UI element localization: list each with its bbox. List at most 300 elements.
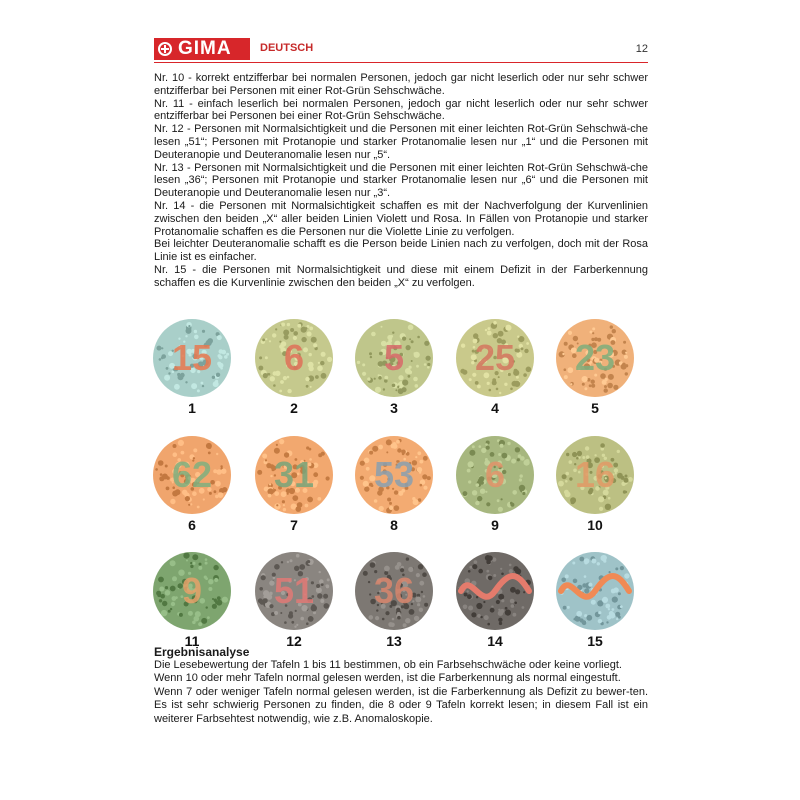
plate-image: [453, 435, 537, 515]
plate-dot: [283, 508, 286, 511]
plate-digits: 6: [484, 454, 506, 495]
plate-dot: [269, 604, 273, 608]
plate-image: [553, 435, 637, 515]
plate-dot: [469, 378, 472, 381]
plate-dot: [516, 352, 522, 358]
plate-dot: [501, 573, 504, 576]
plate-dot: [208, 587, 212, 591]
plate-dot: [611, 589, 616, 594]
plate-dot: [566, 453, 569, 456]
plate-dot: [283, 504, 285, 506]
plate-dot: [413, 377, 418, 382]
plate-dot: [297, 502, 303, 508]
plate-dot: [305, 377, 309, 381]
plate-dot: [280, 612, 282, 614]
plate-dot: [479, 476, 485, 482]
plate-dot: [317, 366, 323, 372]
plate-dot: [480, 616, 482, 618]
plate-dot: [165, 465, 168, 468]
plate-dot: [592, 327, 595, 330]
plate-dot: [270, 475, 272, 477]
plate-dot: [592, 332, 594, 334]
plate-dot: [462, 370, 467, 375]
plate-dot: [565, 472, 569, 476]
plate-dot: [608, 497, 611, 500]
plates-grid: [150, 318, 650, 648]
plate-digits: 15: [171, 337, 213, 378]
plate-dot: [386, 439, 392, 445]
plate-dot: [501, 599, 504, 602]
plate-dot: [281, 323, 285, 327]
plate-dot: [600, 443, 605, 448]
plate-dot: [170, 586, 176, 592]
plate-dot: [311, 337, 317, 343]
plate-dot: [409, 371, 413, 375]
plate-dot: [424, 341, 429, 346]
plate-dot: [219, 355, 223, 359]
plate-dot: [213, 469, 217, 473]
plate-dot: [159, 358, 162, 361]
plate-dot: [423, 595, 426, 598]
plate-dot: [616, 618, 618, 620]
plate-dot: [558, 481, 564, 487]
plate-dot: [272, 333, 276, 337]
plate-dot: [517, 458, 520, 461]
plate-dot: [296, 554, 300, 558]
plate-dot: [392, 618, 395, 621]
plate-dot: [306, 446, 309, 449]
plate-dot: [569, 477, 572, 480]
plate-digits: 6: [283, 337, 305, 378]
plate-dot: [222, 597, 228, 603]
plate-number: 10: [587, 517, 603, 533]
plate-dot: [168, 372, 170, 374]
plate-dot: [525, 349, 528, 352]
plate-dot: [468, 461, 474, 467]
plate-dot: [296, 624, 298, 626]
plate-dot: [283, 330, 289, 336]
plate-dot: [504, 383, 507, 386]
plate-dot: [276, 504, 278, 506]
plate-dot: [370, 562, 376, 568]
plate-dot: [612, 329, 616, 333]
plate-number: 3: [390, 400, 398, 416]
plate-dot: [582, 383, 585, 386]
plate-dot: [326, 476, 330, 480]
plate-dot: [162, 601, 167, 606]
plate-dot: [324, 603, 330, 609]
plate-dot: [374, 378, 376, 380]
plate-dot: [262, 454, 267, 459]
plate-dot: [562, 474, 567, 479]
plate-image: [352, 318, 436, 398]
plate-dot: [598, 619, 602, 623]
plate-dot: [402, 380, 408, 386]
plate-dot: [188, 325, 190, 327]
plate-dot: [221, 468, 227, 474]
paragraph: Nr. 11 - einfach leserlich bei normalen Personen, jedoch gar nicht leserlich oder nur sehr schwer entzifferbar bei Personen bei einer Rot-Grün Sehschwäche.: [154, 97, 648, 123]
plate-dot: [505, 607, 508, 610]
plate-dot: [274, 611, 278, 615]
color-plate-9: [453, 435, 537, 533]
plate-dot: [408, 375, 411, 378]
plate-dot: [289, 611, 293, 615]
plate-dot: [511, 459, 516, 464]
plate-dot: [417, 336, 420, 339]
plate-dot: [598, 496, 604, 502]
plate-dot: [514, 602, 517, 605]
plate-dot: [602, 597, 608, 603]
plate-dot: [202, 330, 205, 333]
plate-dot: [610, 325, 613, 328]
page-number: 12: [635, 43, 648, 55]
plate-dot: [166, 476, 170, 480]
plate-dot: [389, 506, 393, 510]
plate-dot: [318, 362, 320, 364]
plate-dot: [192, 562, 195, 565]
plate-dot: [487, 623, 490, 626]
plate-dot: [498, 594, 504, 600]
plate-dot: [268, 494, 272, 498]
color-plate-1: [150, 318, 234, 416]
color-plate-15: [553, 551, 637, 649]
plate-dot: [215, 481, 221, 487]
plate-dot: [618, 592, 621, 595]
plate-dot: [379, 506, 384, 511]
plate-dot: [357, 361, 360, 364]
plate-dot: [306, 385, 309, 388]
plate-dot: [199, 563, 202, 566]
plate-dot: [564, 375, 568, 379]
plate-dot: [569, 460, 573, 464]
plate-dot: [193, 448, 197, 452]
plate-dot: [423, 486, 427, 490]
plate-dot: [197, 506, 200, 509]
plate-dot: [375, 616, 379, 620]
plate-dot: [307, 560, 310, 563]
plate-dot: [207, 616, 210, 619]
plate-dot: [406, 557, 409, 560]
plate-dot: [519, 485, 525, 491]
page-header: [154, 38, 648, 62]
color-plate-10: [553, 435, 637, 533]
plate-dot: [500, 568, 502, 570]
plate-dot: [475, 501, 479, 505]
plate-dot: [320, 599, 324, 603]
plate-dot: [397, 616, 401, 620]
plate-dot: [174, 384, 180, 390]
plate-dot: [519, 478, 522, 481]
plate-dot: [327, 578, 330, 581]
plate-dot: [591, 559, 596, 564]
plate-dot: [188, 504, 190, 506]
plate-dot: [584, 588, 589, 593]
plate-dot: [284, 621, 287, 624]
plate-dot: [290, 328, 294, 332]
plate-dot: [159, 599, 162, 602]
plate-dot: [477, 385, 481, 389]
plate-dot: [372, 446, 378, 452]
plate-dot: [424, 603, 428, 607]
plate-dot: [213, 565, 218, 570]
plate-dot: [218, 492, 224, 498]
plate-dot: [309, 353, 312, 356]
plate-dot: [202, 385, 204, 387]
plate-dot: [516, 349, 520, 353]
plate-dot: [584, 561, 587, 564]
plate-dot: [497, 499, 500, 502]
plate-digits: 16: [574, 454, 616, 495]
plate-dot: [217, 362, 221, 366]
plate-dot: [266, 463, 271, 468]
plate-dot: [420, 460, 424, 464]
plate-dot: [191, 383, 197, 389]
plate-dot: [290, 559, 293, 562]
plate-dot: [313, 611, 316, 614]
plate-dot: [498, 507, 503, 512]
plate-dot: [485, 443, 488, 446]
plate-dot: [615, 567, 618, 570]
plate-dot: [472, 564, 477, 569]
plate-dot: [597, 562, 600, 565]
plate-dot: [369, 352, 372, 355]
plate-dot: [472, 445, 475, 448]
plate-dot: [165, 590, 171, 596]
plate-dot: [467, 469, 471, 473]
plate-dot: [617, 450, 620, 453]
plate-dot: [161, 347, 163, 349]
plate-dot: [505, 325, 511, 331]
plate-digits: 53: [373, 454, 415, 495]
plate-dot: [522, 492, 525, 495]
plate-dot: [268, 488, 274, 494]
plate-dot: [292, 495, 298, 501]
plate-dot: [360, 476, 364, 480]
plate-dot: [613, 385, 618, 390]
plate-dot: [505, 610, 511, 616]
plate-digits: 62: [171, 454, 213, 495]
color-plate-5: [553, 318, 637, 416]
plate-dot: [212, 376, 215, 379]
plate-image: [553, 318, 637, 398]
plate-dot: [168, 610, 171, 613]
plate-dot: [321, 352, 326, 357]
plate-dot: [198, 622, 202, 626]
plate-dot: [417, 467, 422, 472]
plate-dot: [591, 384, 595, 388]
plate-dot: [310, 386, 312, 388]
plate-dot: [492, 378, 496, 382]
plate-dot: [521, 347, 524, 350]
plate-dot: [213, 381, 219, 387]
plate-dot: [591, 380, 595, 384]
plate-dot: [188, 611, 193, 616]
plate-dot: [515, 447, 520, 452]
plate-dot: [378, 374, 380, 376]
plate-dot: [420, 484, 423, 487]
plate-dot: [156, 591, 161, 596]
plate-dot: [282, 500, 285, 503]
plate-digits: 31: [273, 454, 315, 495]
plate-dot: [395, 389, 397, 391]
plate-dot: [486, 570, 489, 573]
plate-dot: [584, 387, 587, 390]
plate-dot: [620, 566, 624, 570]
plate-dot: [378, 445, 383, 450]
plate-dot: [467, 590, 469, 592]
plate-dot: [320, 361, 324, 365]
plate-dot: [418, 564, 424, 570]
plate-dot: [427, 363, 430, 366]
plate-dot: [468, 480, 471, 483]
plate-dot: [414, 616, 419, 621]
plate-dot: [500, 609, 504, 613]
plate-dot: [523, 591, 525, 593]
plate-dot: [628, 477, 633, 482]
plate-dot: [192, 554, 198, 560]
plate-dot: [259, 366, 264, 371]
plate-dot: [275, 328, 277, 330]
plate-dot: [523, 373, 527, 377]
plate-dot: [367, 377, 370, 380]
plate-dot: [164, 375, 170, 381]
plate-dot: [389, 502, 392, 505]
plate-image: [352, 551, 436, 631]
plate-dot: [510, 587, 516, 593]
plate-dot: [382, 618, 385, 621]
color-plate-11: [150, 551, 234, 649]
plate-dot: [413, 499, 419, 505]
plate-dot: [572, 562, 575, 565]
plate-dot: [392, 384, 396, 388]
color-plate-4: [453, 318, 537, 416]
plate-dot: [606, 621, 608, 623]
plate-dot: [421, 591, 423, 593]
plate-dot: [274, 503, 280, 509]
plate-digits: 5: [383, 337, 405, 378]
plate-dot: [564, 368, 567, 371]
plate-dot: [422, 572, 427, 577]
plate-dot: [327, 357, 332, 362]
plate-number: 12: [286, 633, 302, 649]
plate-dot: [617, 473, 623, 479]
plate-dot: [598, 611, 601, 614]
plate-dot: [475, 381, 479, 385]
plate-dot: [362, 363, 365, 366]
plate-dot: [166, 487, 170, 491]
plate-dot: [165, 586, 168, 589]
plate-dot: [416, 573, 420, 577]
plate-dot: [206, 606, 208, 608]
language-label: DEUTSCH: [260, 42, 314, 54]
plate-dot: [599, 507, 603, 511]
plate-dot: [417, 603, 420, 606]
plate-dot: [516, 376, 519, 379]
paragraph: Nr. 12 - Personen mit Normalsichtigkeit und die Personen mit einer leichten Rot-Grün Sehschwä-che lesen „51“; Personen mit Protanopie und starker Protanomalie lesen nur „1“ und die Personen mit Deuteranopie und Deuteranomalie lesen nur „5“.: [154, 123, 648, 161]
plate-dot: [422, 474, 427, 479]
plate-dot: [403, 623, 407, 627]
plate-dot: [287, 561, 289, 563]
plate-dot: [201, 618, 207, 624]
plate-image: [252, 435, 336, 515]
plate-dot: [363, 481, 369, 487]
plate-dot: [477, 496, 482, 501]
plate-dot: [620, 605, 623, 608]
plate-dot: [490, 608, 495, 613]
plate-dot: [392, 332, 394, 334]
plate-number: 5: [591, 400, 599, 416]
plate-dot: [216, 373, 220, 377]
plate-dot: [423, 456, 428, 461]
color-plate-14: [453, 551, 537, 649]
plate-dot: [197, 389, 200, 392]
plate-dot: [305, 327, 307, 329]
plate-dot: [178, 440, 184, 446]
plate-dot: [216, 600, 222, 606]
plate-dot: [498, 331, 504, 337]
plate-dot: [487, 327, 490, 330]
plate-dot: [496, 388, 499, 391]
plate-dot: [226, 353, 229, 356]
plate-dot: [205, 558, 208, 561]
plate-dot: [590, 331, 593, 334]
plate-dot: [586, 615, 592, 621]
plate-dot: [287, 389, 291, 393]
plate-dot: [173, 444, 177, 448]
plate-dot: [276, 444, 278, 446]
color-plate-8: [352, 435, 436, 533]
color-plate-12: [252, 551, 336, 649]
plate-dot: [477, 614, 481, 618]
plate-dot: [375, 387, 381, 393]
plate-number: 11: [184, 633, 200, 649]
plate-dot: [317, 593, 322, 598]
plate-dot: [424, 363, 427, 366]
analysis-text: [154, 659, 648, 726]
plate-dot: [561, 578, 566, 583]
analysis-line: Wenn 7 oder weniger Tafeln normal gelesen werden, ist die Farberkennung als Defizit zu bewer-ten. Es ist sehr schwierig Personen zu finden, die 8 oder 9 Tafeln korrekt lesen; in diesem Fall ist ein weiterer Farbsehtest notwendig, wie z.B. Anomaloskopie.: [154, 685, 648, 725]
plate-dot: [624, 355, 628, 359]
plate-dot: [273, 384, 276, 387]
plate-dot: [415, 456, 417, 458]
paragraph: Nr. 14 - die Personen mit Normalsichtigkeit schaffen es mit der Nachverfolgung der Kurvenlinien zwischen den beiden „X“ aller beiden Linien Violett und Rosa. In Fällen von Protanopie und starker Protanomalie schaffen es die Personen nur die Violette Linie zu verfolgen.: [154, 199, 648, 238]
plate-number: 7: [290, 517, 298, 533]
plate-dot: [308, 362, 314, 368]
plate-dot: [385, 611, 389, 615]
plate-dot: [396, 440, 400, 444]
plate-dot: [313, 343, 317, 347]
plate-dot: [394, 505, 400, 511]
plate-dot: [510, 388, 513, 391]
plate-dot: [582, 583, 586, 587]
plate-dot: [498, 609, 500, 611]
plate-dot: [381, 326, 383, 328]
plate-dot: [217, 596, 221, 600]
plate-dot: [476, 596, 478, 598]
plate-dot: [203, 498, 205, 500]
plate-dot: [493, 321, 497, 325]
color-plate-2: [252, 318, 336, 416]
plate-dot: [192, 621, 196, 625]
plate-dot: [281, 561, 283, 563]
plate-dot: [607, 383, 613, 389]
plate-dot: [270, 376, 275, 381]
plate-dot: [293, 331, 298, 336]
plate-dot: [259, 356, 262, 359]
plate-dot: [499, 622, 502, 625]
plate-dot: [426, 356, 431, 361]
plate-dot: [387, 498, 391, 502]
